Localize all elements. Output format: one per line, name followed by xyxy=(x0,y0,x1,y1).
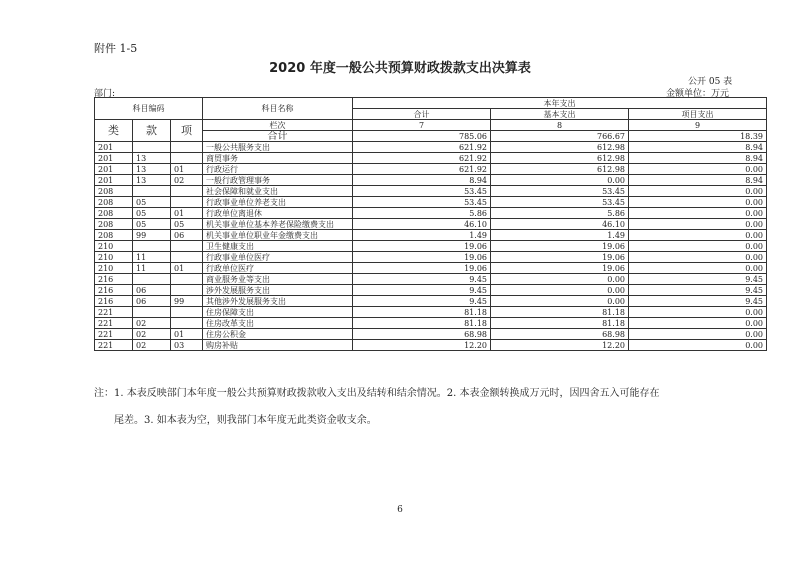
sum-label: 合计 xyxy=(203,131,353,142)
class-code-cell: 201 xyxy=(95,153,133,164)
subject-name-cell: 行政单位医疗 xyxy=(203,263,353,274)
subject-name-cell: 卫生健康支出 xyxy=(203,241,353,252)
subject-name-cell: 机关事业单位基本养老保险缴费支出 xyxy=(203,219,353,230)
project-amount-cell: 0.00 xyxy=(629,329,767,340)
item-code-cell xyxy=(171,318,203,329)
table-row xyxy=(95,340,767,351)
subject-name-cell: 其他涉外发展服务支出 xyxy=(203,296,353,307)
subject-name-cell: 商贸事务 xyxy=(203,153,353,164)
subject-name-cell: 购房补贴 xyxy=(203,340,353,351)
total-amount-cell: 19.06 xyxy=(353,263,491,274)
basic-amount-cell: 0.00 xyxy=(491,285,629,296)
class-code-cell: 221 xyxy=(95,307,133,318)
table-row xyxy=(95,329,767,340)
section-code-cell: 11 xyxy=(133,263,171,274)
table-row xyxy=(95,318,767,329)
total-amount-cell: 68.98 xyxy=(353,329,491,340)
table-row xyxy=(95,208,767,219)
item-code-cell xyxy=(171,142,203,153)
section-code-cell: 02 xyxy=(133,340,171,351)
class-code-cell: 201 xyxy=(95,164,133,175)
table-row xyxy=(95,285,767,296)
total-amount-cell: 9.45 xyxy=(353,296,491,307)
table-row xyxy=(95,263,767,274)
subject-name-cell: 一般行政管理事务 xyxy=(203,175,353,186)
page-number: 6 xyxy=(397,505,403,515)
project-amount-cell: 0.00 xyxy=(629,230,767,241)
note-line-1: 注：1. 本表反映部门本年度一般公共预算财政拨款收入支出及结转和结余情况。2. 本表金额转换成万元时，因四舍五入可能存在 xyxy=(94,388,660,399)
basic-amount-cell: 81.18 xyxy=(491,318,629,329)
section-code-cell: 13 xyxy=(133,164,171,175)
subject-name-cell: 行政事业单位医疗 xyxy=(203,252,353,263)
class-code-cell: 201 xyxy=(95,175,133,186)
class-code-cell: 208 xyxy=(95,197,133,208)
item-code-cell xyxy=(171,197,203,208)
project-amount-cell: 0.00 xyxy=(629,241,767,252)
project-amount-cell: 0.00 xyxy=(629,307,767,318)
section-code-cell xyxy=(133,241,171,252)
header-total: 合计 xyxy=(353,109,491,120)
sum-total: 785.06 xyxy=(353,131,491,142)
section-code-cell xyxy=(133,186,171,197)
subject-name-cell: 涉外发展服务支出 xyxy=(203,285,353,296)
item-code-cell: 02 xyxy=(171,175,203,186)
subject-name-cell: 社会保障和就业支出 xyxy=(203,186,353,197)
header-col9: 9 xyxy=(629,120,767,131)
project-amount-cell: 9.45 xyxy=(629,296,767,307)
basic-amount-cell: 81.18 xyxy=(491,307,629,318)
subject-name-cell: 住房保障支出 xyxy=(203,307,353,318)
item-code-cell xyxy=(171,252,203,263)
basic-amount-cell: 0.00 xyxy=(491,296,629,307)
class-code-cell: 216 xyxy=(95,285,133,296)
table-row xyxy=(95,142,767,153)
subject-name-cell: 商业服务业等支出 xyxy=(203,274,353,285)
note-line-2: 尾差。3. 如本表为空，则我部门本年度无此类资金收支余。 xyxy=(114,415,377,426)
section-code-cell: 13 xyxy=(133,175,171,186)
class-code-cell: 221 xyxy=(95,318,133,329)
section-code-cell xyxy=(133,307,171,318)
total-amount-cell: 621.92 xyxy=(353,153,491,164)
item-code-cell xyxy=(171,274,203,285)
subject-name-cell: 机关事业单位职业年金缴费支出 xyxy=(203,230,353,241)
class-code-cell: 210 xyxy=(95,252,133,263)
class-code-cell: 221 xyxy=(95,340,133,351)
header-project: 项目支出 xyxy=(629,109,767,120)
class-code-cell: 216 xyxy=(95,274,133,285)
header-basic: 基本支出 xyxy=(491,109,629,120)
total-amount-cell: 81.18 xyxy=(353,318,491,329)
section-code-cell xyxy=(133,274,171,285)
form-number: 公开 05 表 xyxy=(688,77,733,87)
subject-name-cell: 住房改革支出 xyxy=(203,318,353,329)
basic-amount-cell: 612.98 xyxy=(491,153,629,164)
header-col8: 8 xyxy=(491,120,629,131)
section-code-cell: 06 xyxy=(133,285,171,296)
basic-amount-cell: 612.98 xyxy=(491,142,629,153)
section-code-cell: 02 xyxy=(133,318,171,329)
subject-name-cell: 行政事业单位养老支出 xyxy=(203,197,353,208)
item-code-cell: 06 xyxy=(171,230,203,241)
item-code-cell: 05 xyxy=(171,219,203,230)
header-class: 类 xyxy=(95,120,133,142)
item-code-cell: 03 xyxy=(171,340,203,351)
section-code-cell: 05 xyxy=(133,219,171,230)
table-row xyxy=(95,296,767,307)
basic-amount-cell: 0.00 xyxy=(491,274,629,285)
section-code-cell xyxy=(133,142,171,153)
total-amount-cell: 53.45 xyxy=(353,197,491,208)
total-amount-cell: 1.49 xyxy=(353,230,491,241)
item-code-cell xyxy=(171,153,203,164)
section-code-cell: 11 xyxy=(133,252,171,263)
header-current-year: 本年支出 xyxy=(353,98,767,109)
total-amount-cell: 9.45 xyxy=(353,274,491,285)
basic-amount-cell: 53.45 xyxy=(491,186,629,197)
project-amount-cell: 0.00 xyxy=(629,186,767,197)
total-amount-cell: 9.45 xyxy=(353,285,491,296)
total-amount-cell: 53.45 xyxy=(353,186,491,197)
project-amount-cell: 0.00 xyxy=(629,219,767,230)
class-code-cell: 210 xyxy=(95,263,133,274)
amount-unit-label: 金额单位：万元 xyxy=(666,89,730,99)
basic-amount-cell: 5.86 xyxy=(491,208,629,219)
basic-amount-cell: 19.06 xyxy=(491,263,629,274)
table-row xyxy=(95,307,767,318)
total-amount-cell: 19.06 xyxy=(353,241,491,252)
item-code-cell: 99 xyxy=(171,296,203,307)
section-code-cell: 05 xyxy=(133,208,171,219)
project-amount-cell: 9.45 xyxy=(629,274,767,285)
basic-amount-cell: 612.98 xyxy=(491,164,629,175)
table-row xyxy=(95,252,767,263)
header-subject-name: 科目名称 xyxy=(203,98,353,120)
class-code-cell: 208 xyxy=(95,230,133,241)
project-amount-cell: 0.00 xyxy=(629,208,767,219)
item-code-cell xyxy=(171,307,203,318)
class-code-cell: 210 xyxy=(95,241,133,252)
class-code-cell: 208 xyxy=(95,219,133,230)
basic-amount-cell: 68.98 xyxy=(491,329,629,340)
total-amount-cell: 8.94 xyxy=(353,175,491,186)
section-code-cell: 99 xyxy=(133,230,171,241)
total-amount-cell: 46.10 xyxy=(353,219,491,230)
header-subject-code: 科目编码 xyxy=(95,98,203,120)
expenditure-table xyxy=(94,97,767,351)
basic-amount-cell: 46.10 xyxy=(491,219,629,230)
class-code-cell: 216 xyxy=(95,296,133,307)
item-code-cell xyxy=(171,186,203,197)
table-row xyxy=(95,197,767,208)
project-amount-cell: 0.00 xyxy=(629,318,767,329)
project-amount-cell: 8.94 xyxy=(629,175,767,186)
project-amount-cell: 0.00 xyxy=(629,263,767,274)
table-row xyxy=(95,219,767,230)
project-amount-cell: 8.94 xyxy=(629,153,767,164)
total-amount-cell: 19.06 xyxy=(353,252,491,263)
header-item: 项 xyxy=(171,120,203,142)
attachment-label: 附件 1-5 xyxy=(94,42,138,55)
class-code-cell: 208 xyxy=(95,186,133,197)
total-amount-cell: 12.20 xyxy=(353,340,491,351)
section-code-cell: 02 xyxy=(133,329,171,340)
basic-amount-cell: 0.00 xyxy=(491,175,629,186)
section-code-cell: 13 xyxy=(133,153,171,164)
table-row xyxy=(95,175,767,186)
header-column-index: 栏次 xyxy=(203,120,353,131)
project-amount-cell: 0.00 xyxy=(629,340,767,351)
project-amount-cell: 0.00 xyxy=(629,197,767,208)
item-code-cell xyxy=(171,241,203,252)
subject-name-cell: 行政运行 xyxy=(203,164,353,175)
item-code-cell: 01 xyxy=(171,263,203,274)
document-title: 2020 年度一般公共预算财政拨款支出决算表 xyxy=(269,61,531,76)
sum-project: 18.39 xyxy=(629,131,767,142)
total-amount-cell: 5.86 xyxy=(353,208,491,219)
item-code-cell: 01 xyxy=(171,329,203,340)
project-amount-cell: 9.45 xyxy=(629,285,767,296)
basic-amount-cell: 19.06 xyxy=(491,241,629,252)
class-code-cell: 208 xyxy=(95,208,133,219)
table-row xyxy=(95,274,767,285)
item-code-cell: 01 xyxy=(171,208,203,219)
department-label: 部门: xyxy=(94,89,116,99)
header-col7: 7 xyxy=(353,120,491,131)
table-row xyxy=(95,153,767,164)
total-amount-cell: 81.18 xyxy=(353,307,491,318)
item-code-cell xyxy=(171,285,203,296)
total-amount-cell: 621.92 xyxy=(353,142,491,153)
section-code-cell: 06 xyxy=(133,296,171,307)
header-section: 款 xyxy=(133,120,171,142)
basic-amount-cell: 12.20 xyxy=(491,340,629,351)
table-row xyxy=(95,186,767,197)
table-row xyxy=(95,164,767,175)
project-amount-cell: 8.94 xyxy=(629,142,767,153)
table-row xyxy=(95,230,767,241)
item-code-cell: 01 xyxy=(171,164,203,175)
table-row xyxy=(95,241,767,252)
basic-amount-cell: 1.49 xyxy=(491,230,629,241)
project-amount-cell: 0.00 xyxy=(629,164,767,175)
subject-name-cell: 一般公共服务支出 xyxy=(203,142,353,153)
project-amount-cell: 0.00 xyxy=(629,252,767,263)
class-code-cell: 201 xyxy=(95,142,133,153)
subject-name-cell: 住房公积金 xyxy=(203,329,353,340)
subject-name-cell: 行政单位离退休 xyxy=(203,208,353,219)
basic-amount-cell: 53.45 xyxy=(491,197,629,208)
sum-basic: 766.67 xyxy=(491,131,629,142)
basic-amount-cell: 19.06 xyxy=(491,252,629,263)
class-code-cell: 221 xyxy=(95,329,133,340)
section-code-cell: 05 xyxy=(133,197,171,208)
total-amount-cell: 621.92 xyxy=(353,164,491,175)
